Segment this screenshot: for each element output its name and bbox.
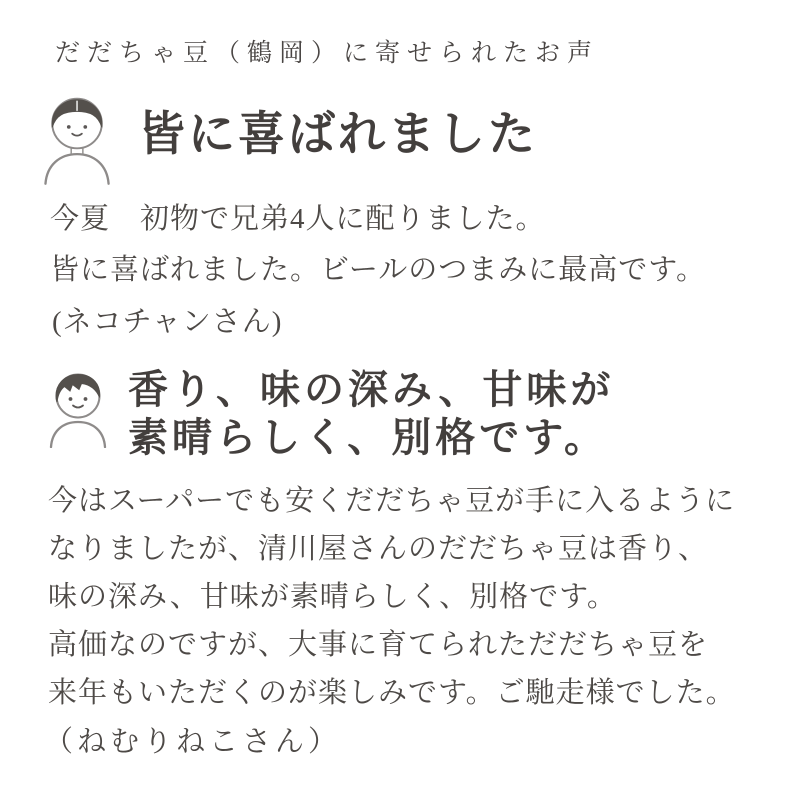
review-body: 今夏 初物で兄弟4人に配りました。 皆に喜ばれました。ビールのつまみに最高です。 — [50, 203, 706, 286]
review-body: 今はスーパーでも安くだだちゃ豆が手に入るように なりましたが、清川屋さんのだだちゃ豆は香り、 味の深み、甘味が素晴らしく、別格です。 高価なのですが、大事に育てられただだちゃ豆を 来年もいただくのが楽しみです。ご馳走様でした。 — [48, 485, 736, 709]
page-title: だだちゃ豆（鶴岡）に寄せられたお声 — [55, 40, 600, 67]
review-title: 香り、味の深み、甘味が 素晴らしく、別格です。 — [128, 367, 615, 460]
boy-avatar-icon — [46, 370, 110, 448]
person-avatar-icon — [44, 96, 112, 186]
review-title: 皆に喜ばれました — [138, 109, 538, 161]
reviewer-name: (ネコチャンさん) — [52, 306, 283, 338]
reviewer-name: （ねむりねこさん） — [44, 726, 342, 758]
